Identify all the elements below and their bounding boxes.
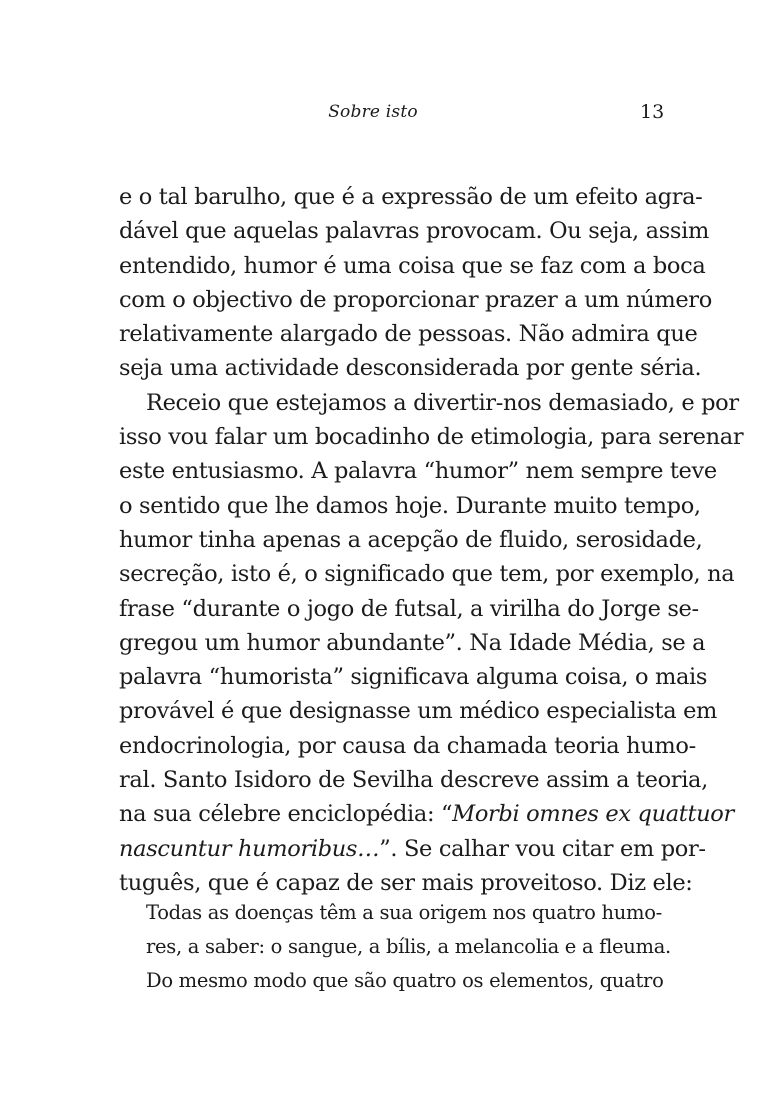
text-line: humor tinha apenas a acepção de fluido, serosidade,	[119, 526, 703, 553]
text-line: frase “durante o jogo de futsal, a virilha do Jorge se-	[119, 595, 699, 622]
latin-quote: nascuntur humoribus…	[119, 835, 380, 862]
text-line: isso vou falar um bocadinho de etimologia, para serenar	[119, 424, 744, 451]
page-number: 13	[640, 101, 665, 123]
text-line	[119, 832, 706, 866]
text-line: gregou um humor abundante”. Na Idade Média, se a	[119, 629, 706, 656]
quote-line: Do mesmo modo que são quatro os elementos, quatro	[146, 969, 664, 992]
text-line: Receio que estejamos a divertir-nos demasiado, e por	[146, 389, 739, 416]
text-line: dável que aquelas palavras provocam. Ou seja, assim	[119, 218, 709, 245]
text-line: com o objectivo de proporcionar prazer a um número	[119, 286, 712, 313]
text-line: secreção, isto é, o significado que tem, por exemplo, na	[119, 561, 735, 588]
latin-quote: Morbi omnes ex quattuor	[452, 801, 734, 828]
text-line: relativamente alargado de pessoas. Não admira que	[119, 321, 698, 348]
text-line: palavra “humorista” significava alguma coisa, o mais	[119, 664, 708, 691]
text-line: este entusiasmo. A palavra “humor” nem sempre teve	[119, 458, 717, 485]
running-title: Sobre isto	[328, 102, 418, 122]
text-segment: ”. Se calhar vou citar em por-	[379, 835, 706, 862]
text-line: e o tal barulho, que é a expressão de um efeito agra-	[119, 184, 703, 210]
text-line: o sentido que lhe damos hoje. Durante muito tempo,	[119, 492, 701, 519]
text-line: provável é que designasse um médico especialista em	[119, 698, 718, 725]
text-line: seja uma actividade desconsiderada por gente séria.	[119, 355, 702, 382]
body-text	[119, 180, 744, 900]
text-line: endocrinologia, por causa da chamada teoria humo-	[119, 732, 696, 759]
text-segment: na sua célebre enciclopédia: “	[119, 801, 453, 828]
running-head	[0, 100, 768, 126]
quote-line: res, a saber: o sangue, a bílis, a melancolia e a fleuma.	[146, 935, 671, 958]
text-line	[119, 797, 734, 831]
text-line: tuguês, que é capaz de ser mais proveitoso. Diz ele:	[119, 869, 693, 896]
text-line: ral. Santo Isidoro de Sevilha descreve assim a teoria,	[119, 767, 708, 794]
block-quote	[146, 896, 671, 998]
quote-line: Todas as doenças têm a sua origem nos quatro humo-	[146, 901, 662, 924]
text-line: entendido, humor é uma coisa que se faz com a boca	[119, 252, 706, 279]
